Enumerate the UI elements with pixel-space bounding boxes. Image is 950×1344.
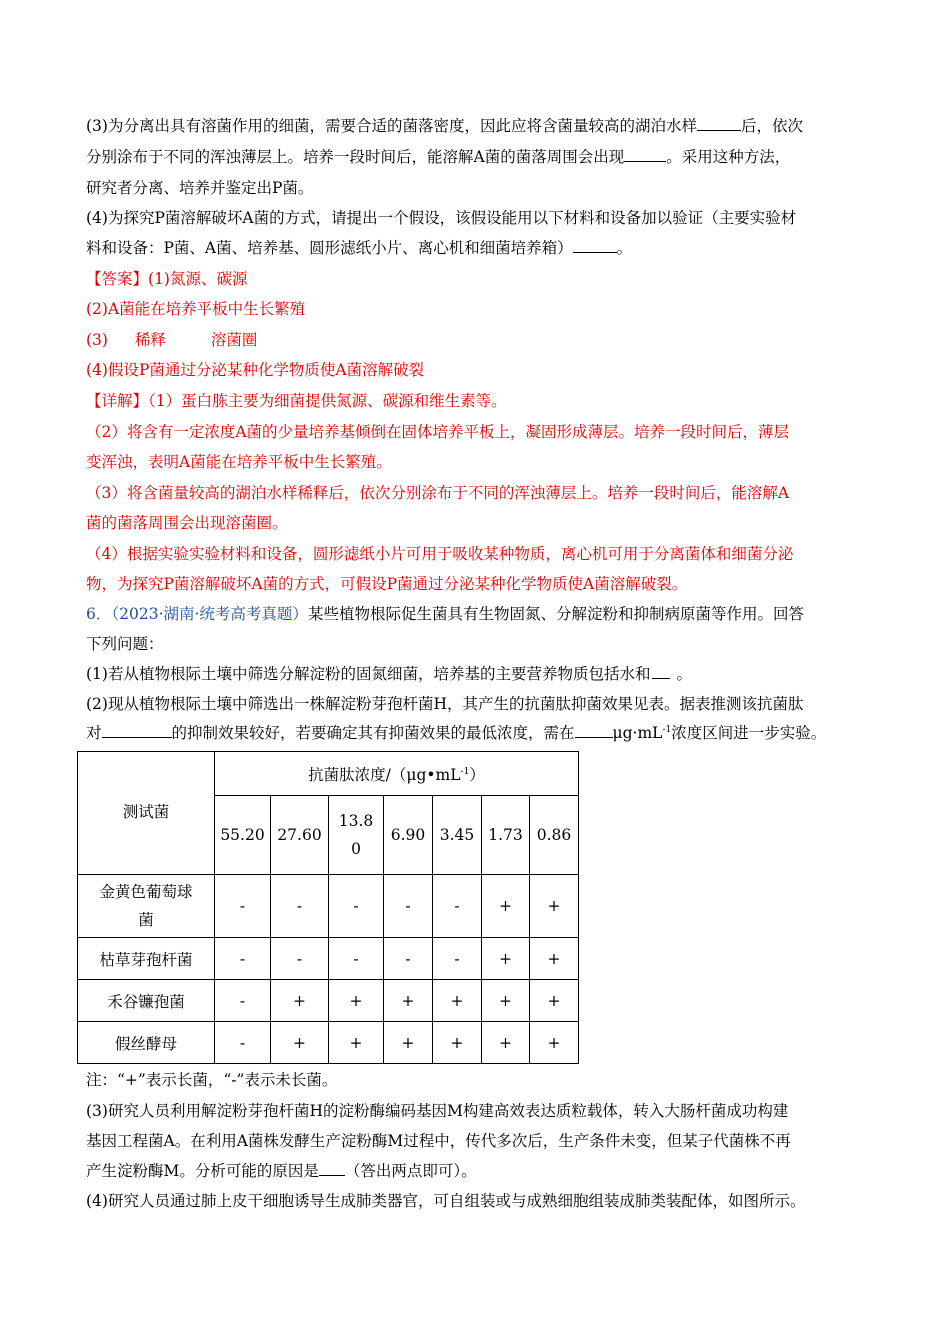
organism-name: 金黄色葡萄球	[99, 883, 193, 901]
result-cell: +	[530, 938, 579, 980]
header-exponent: -1	[460, 766, 470, 777]
answer-blank[interactable]	[573, 238, 617, 253]
header-text: ）	[469, 765, 485, 784]
text: （答出两点即可）。	[344, 1162, 477, 1180]
concentration-cell: 0.86	[530, 796, 579, 875]
concentration-part: 0	[351, 840, 361, 858]
header-text: 抗菌肽浓度/（μg•mL	[308, 765, 461, 784]
concentration-cell: 3.45	[433, 796, 482, 875]
answer-blank[interactable]	[102, 723, 172, 738]
answer-text: 稀释	[134, 331, 166, 349]
result-cell: +	[530, 980, 579, 1022]
text: 对	[86, 724, 102, 742]
q6-part2-line1: (2)现从植物根际土壤中筛选出一株解淀粉芽孢杆菌H，其产生的抗菌肽抑菌效果见表。据表推测该抗菌肽	[86, 695, 804, 713]
unit: μg·mL	[612, 724, 663, 742]
result-cell: -	[433, 938, 482, 980]
concentration-cell: 1.73	[482, 796, 530, 875]
result-cell: -	[433, 875, 482, 938]
organism-name-cell: 枯草芽孢杆菌	[78, 938, 215, 980]
text: 某些植物根际促生菌具有生物固氮、分解淀粉和抑制病原菌等作用。回答	[307, 605, 804, 623]
text: 。	[676, 665, 692, 683]
q6-part3-line2: 基因工程菌A。在利用A菌株发酵生产淀粉酶M过程中，传代多次后，生产条件未变，但某子代菌株不再	[86, 1132, 791, 1150]
concentration-cell: 27.60	[271, 796, 329, 875]
detail-line5: 菌的菌落周围会出现溶菌圈。	[86, 514, 288, 532]
text: 的抑制效果较好，若要确定其有抑菌效果的最低浓度，需在	[171, 724, 575, 742]
text: 料和设备：P菌、A菌、培养基、圆形滤纸小片、离心机和细菌培养箱）	[86, 239, 573, 257]
organism-name-cell: 假丝酵母	[78, 1022, 215, 1064]
result-cell: +	[482, 980, 530, 1022]
result-cell: -	[384, 875, 433, 938]
text: 分别涂布于不同的浑浊薄层上。培养一段时间后，能溶解A菌的菌落周围会出现	[86, 148, 625, 166]
text: 产生淀粉酶M。分析可能的原因是	[86, 1162, 319, 1180]
concentration-cell	[329, 796, 384, 875]
answer-line3	[86, 329, 257, 351]
answer-line2: (2)A菌能在培养平板中生长繁殖	[86, 300, 306, 318]
question-source: （2023·湖南·统考高考真题）	[111, 605, 308, 623]
q6-stem-line1	[86, 603, 804, 625]
result-cell: +	[433, 980, 482, 1022]
result-cell: +	[530, 1022, 579, 1064]
answer-line1	[86, 268, 247, 290]
table-row	[78, 875, 579, 938]
answer-text: (1)氮源、碳源	[148, 270, 248, 288]
result-cell: +	[271, 1022, 329, 1064]
result-cell: -	[329, 938, 384, 980]
detail-line6: （4）根据实验实验材料和设备，圆形滤纸小片可用于吸收某种物质，离心机可用于分离菌体和细菌分泌	[86, 545, 794, 563]
question-number: 6．	[86, 605, 112, 623]
antimicrobial-table	[77, 751, 579, 1064]
detail-line4: （3）将含菌量较高的湖泊水样稀释后，依次分别涂布于不同的浑浊薄层上。培养一段时间后，能溶解A	[86, 484, 790, 502]
result-cell: -	[215, 938, 271, 980]
answer-num: (3)	[86, 331, 108, 349]
result-cell: -	[215, 1022, 271, 1064]
table-header-concentration	[215, 752, 579, 796]
concentration-part: 13.8	[338, 812, 374, 830]
text: 。采用这种方法，	[666, 148, 791, 166]
answer-blank[interactable]	[697, 116, 741, 131]
result-cell: -	[271, 875, 329, 938]
organism-name-cell: 禾谷镰孢菌	[78, 980, 215, 1022]
answer-blank[interactable]	[319, 1161, 345, 1176]
q5-part3-line3: 研究者分离、培养并鉴定出P菌。	[86, 179, 314, 197]
text: 后，依次	[740, 117, 803, 135]
answer-text: 溶菌圈	[210, 331, 258, 349]
table-row	[78, 938, 579, 980]
table-corner-cell: 测试菌	[78, 752, 215, 875]
answer-line4: (4)假设P菌通过分泌某种化学物质使A菌溶解破裂	[86, 361, 425, 379]
table-row	[78, 980, 579, 1022]
result-cell: +	[482, 938, 530, 980]
result-cell: -	[329, 875, 384, 938]
table-note: 注：“+”表示长菌，“-”表示未长菌。	[86, 1071, 338, 1089]
detail-line1	[86, 390, 507, 412]
result-cell: -	[384, 938, 433, 980]
result-cell: -	[215, 980, 271, 1022]
result-cell: +	[384, 1022, 433, 1064]
result-cell: +	[433, 1022, 482, 1064]
q6-stem-line2: 下列问题：	[86, 635, 164, 653]
unit-exponent: -1	[662, 724, 672, 735]
text: (3)为分离出具有溶菌作用的细菌，需要合适的菌落密度，因此应将含菌量较高的湖泊水样	[86, 117, 697, 135]
concentration-cell: 55.20	[215, 796, 271, 875]
detail-label: 【详解】	[86, 392, 149, 410]
answer-blank[interactable]	[575, 723, 613, 738]
q5-part3-line1	[86, 115, 803, 137]
table-header-row	[78, 752, 579, 796]
detail-line3: 变浑浊，表明A菌能在培养平板中生长繁殖。	[86, 453, 392, 471]
result-cell: +	[329, 1022, 384, 1064]
result-cell: +	[482, 1022, 530, 1064]
result-cell: -	[215, 875, 271, 938]
detail-text: （1）蛋白胨主要为细菌提供氮源、碳源和维生素等。	[148, 392, 507, 410]
result-cell: -	[271, 938, 329, 980]
concentration-cell: 6.90	[384, 796, 433, 875]
text: (1)若从植物根际土壤中筛选分解淀粉的固氮细菌，培养基的主要营养物质包括水和	[86, 665, 651, 683]
result-cell: +	[482, 875, 530, 938]
q5-part4-line2	[86, 237, 632, 259]
result-cell: +	[271, 980, 329, 1022]
result-cell: +	[384, 980, 433, 1022]
answer-blank[interactable]	[624, 147, 666, 162]
q5-part4-line1: (4)为探究P菌溶解破坏A菌的方式，请提出一个假设，该假设能用以下材料和设备加以验证（主要实验材	[86, 209, 797, 227]
text: 浓度区间进一步实验。	[671, 724, 827, 742]
q6-part3-line1: (3)研究人员利用解淀粉芽孢杆菌H的淀粉酶编码基因M构建高效表达质粒载体，转入大肠杆菌成功构建	[86, 1102, 789, 1120]
result-cell: +	[530, 875, 579, 938]
result-cell: +	[329, 980, 384, 1022]
organism-name: 菌	[138, 911, 154, 929]
table-row	[78, 1022, 579, 1064]
detail-line7: 物，为探究P菌溶解破坏A菌的方式，可假设P菌通过分泌某种化学物质使A菌溶解破裂。	[86, 575, 688, 593]
text: 。	[616, 239, 633, 257]
answer-blank[interactable]	[652, 664, 670, 679]
detail-line2: （2）将含有一定浓度A菌的少量培养基倾倒在固体培养平板上，凝固形成薄层。培养一段时间后，薄层	[86, 423, 790, 441]
q6-part3-line3	[86, 1160, 477, 1182]
answer-label: 【答案】	[86, 270, 149, 288]
organism-name-cell	[78, 875, 215, 938]
q5-part3-line2	[86, 146, 790, 168]
q6-part4-line1: (4)研究人员通过肺上皮干细胞诱导生成肺类器官，可自组装或与成熟细胞组装成肺类装配体，如图所示。	[86, 1192, 806, 1210]
q6-part2-line2	[86, 722, 826, 744]
q6-part1	[86, 663, 692, 685]
